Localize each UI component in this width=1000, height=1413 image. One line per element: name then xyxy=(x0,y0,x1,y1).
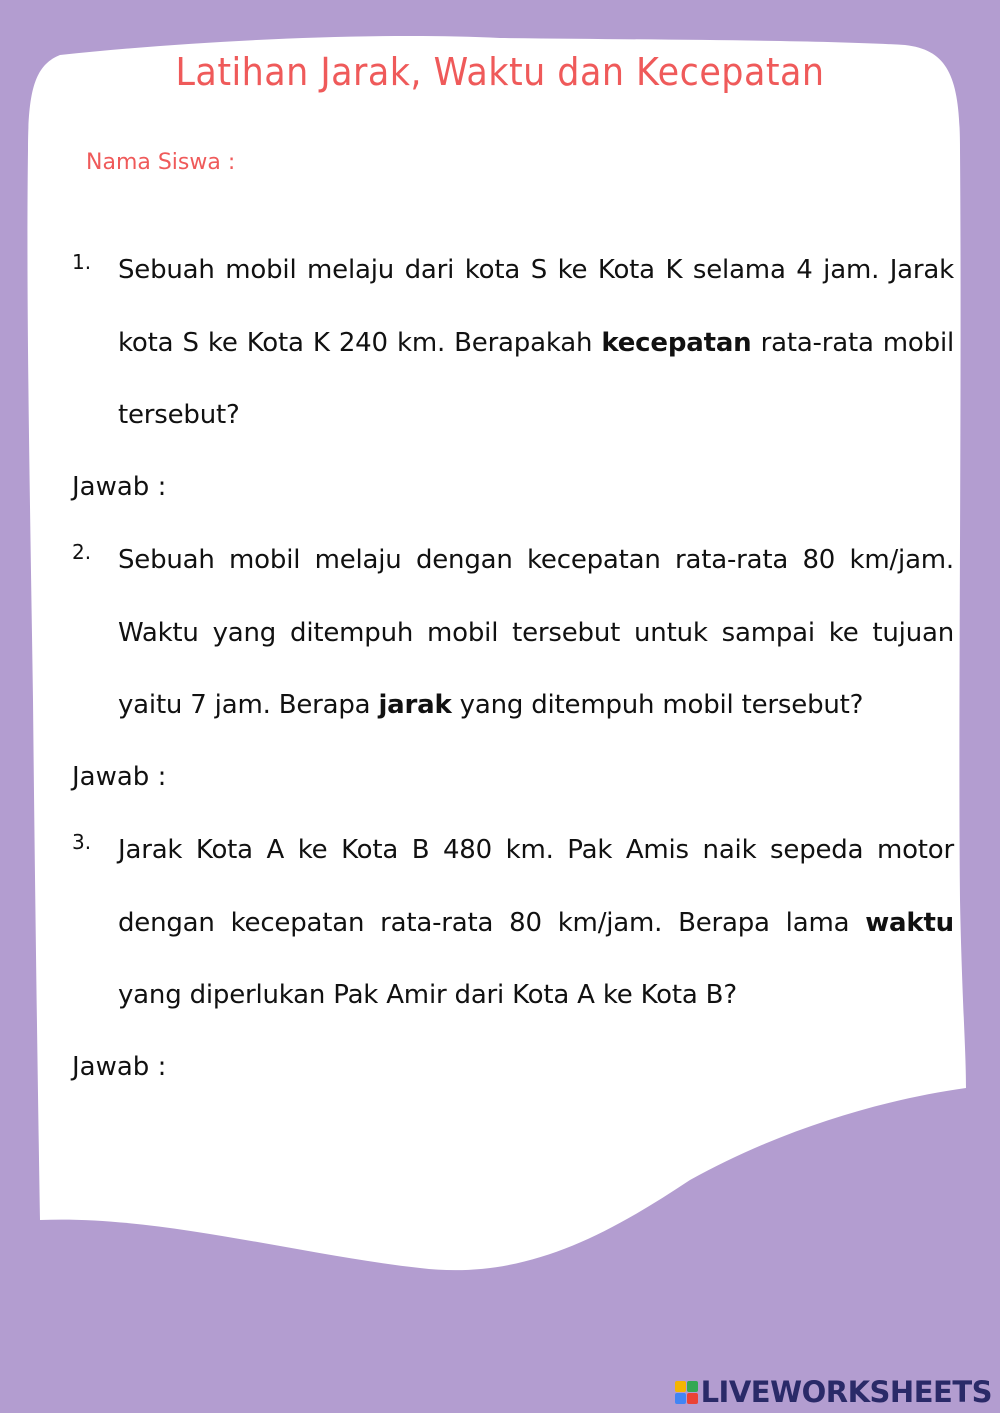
question-number: 2. xyxy=(72,540,92,564)
question-text: Jarak Kota A ke Kota B 480 km. Pak Amis naik sepeda motor dengan kecepatan rata-rata 80 km/jam. Berapa lama waktu yang diperlukan Pak Amir dari Kota A ke Kota B? xyxy=(118,835,954,1010)
question-number: 3. xyxy=(72,830,92,854)
question-text: Sebuah mobil melaju dari kota S ke Kota K selama 4 jam. Jarak kota S ke Kota K 240 km. Berapakah kecepatan rata-rata mobil tersebut? xyxy=(118,255,954,430)
question-number: 1. xyxy=(72,250,92,274)
logo-cell xyxy=(687,1381,698,1392)
logo-cell xyxy=(675,1381,686,1392)
answer-label-1: Jawab : xyxy=(72,472,167,502)
answer-label-3: Jawab : xyxy=(72,1052,167,1082)
liveworksheets-logo-icon xyxy=(675,1381,698,1404)
logo-cell xyxy=(687,1393,698,1404)
answer-label-2: Jawab : xyxy=(72,762,167,792)
logo-cell xyxy=(675,1393,686,1404)
liveworksheets-brand[interactable] xyxy=(675,1375,992,1409)
student-name-label: Nama Siswa : xyxy=(86,150,236,175)
page-title: Latihan Jarak, Waktu dan Kecepatan xyxy=(175,50,825,94)
brand-name: LIVEWORKSHEETS xyxy=(700,1375,992,1409)
question-text: Sebuah mobil melaju dengan kecepatan rata-rata 80 km/jam. Waktu yang ditempuh mobil tersebut untuk sampai ke tujuan yaitu 7 jam. Berapa jarak yang ditempuh mobil tersebut? xyxy=(118,545,954,720)
